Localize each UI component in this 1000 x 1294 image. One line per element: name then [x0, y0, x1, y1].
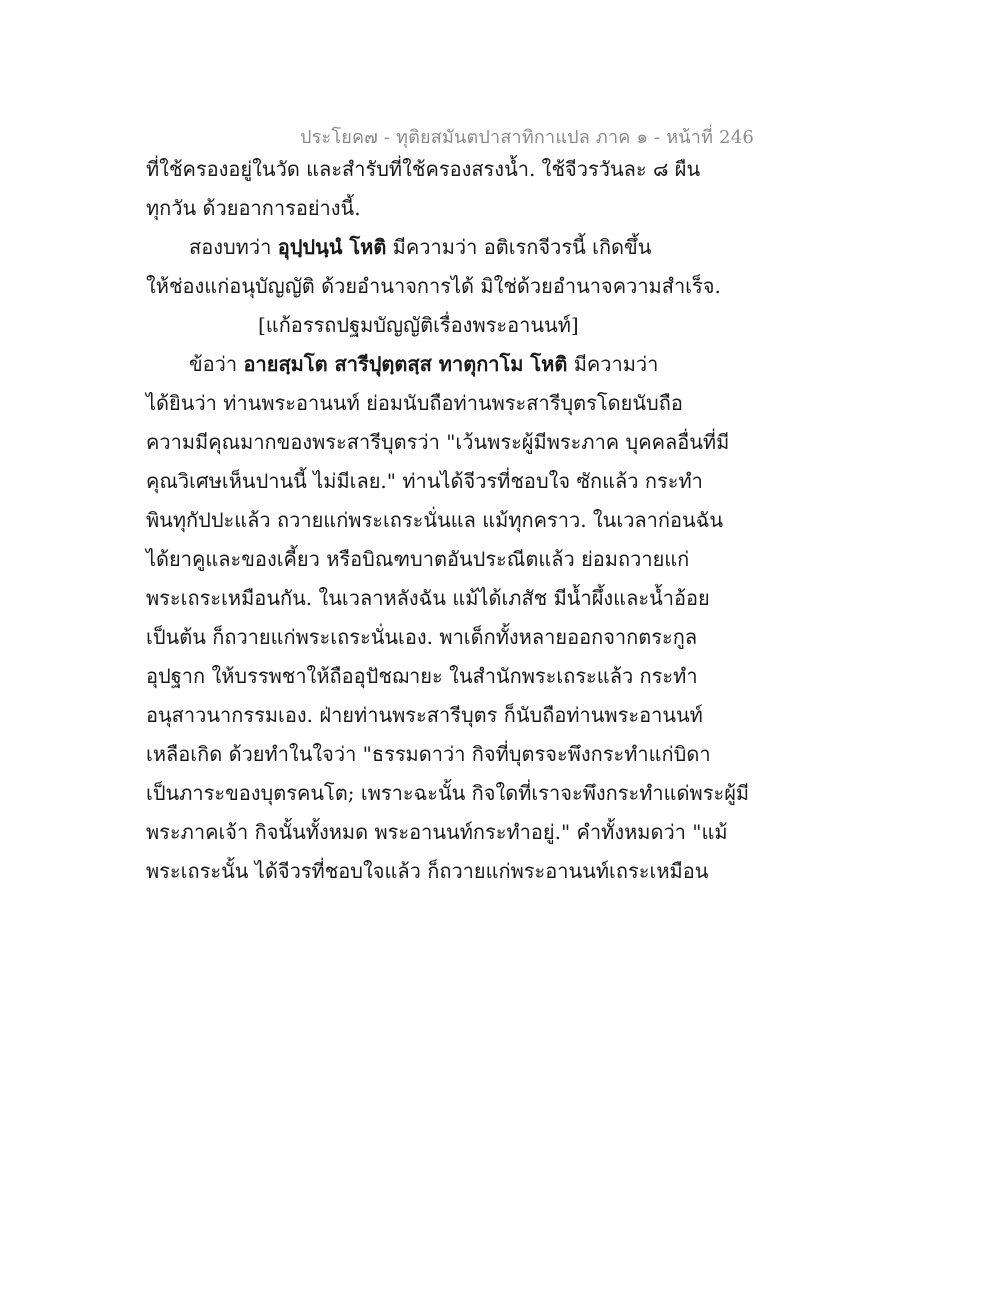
section-heading: [แก้อรรถปฐมบัญญัติเรื่องพระอานนท์] — [258, 313, 579, 337]
pali-term: อุปฺปนฺนํ โหติ — [277, 235, 387, 259]
text-line: เป็นต้น ก็ถวายแก่พระเถระนั่นเอง. พาเด็กทั้งหลายออกจากตระกูล — [146, 625, 698, 649]
text-line — [146, 345, 736, 384]
text-line: อุปฐาก ให้บรรพชาให้ถืออุปัชฌายะ ในสำนักพระเถระแล้ว กระทำ — [146, 664, 698, 688]
text-line: ได้ยาคูและของเคี้ยว หรือบิณฑบาตอันประณีตแล้ว ย่อมถวายแก่ — [146, 547, 690, 571]
text-line: พินทุกัปปะแล้ว ถวายแก่พระเถระนั่นแล แม้ทุกคราว. ในเวลาก่อนฉัน — [146, 508, 723, 532]
text-line: เหลือเกิด ด้วยทำในใจว่า "ธรรมดาว่า กิจที่บุตรจะพึงกระทำแก่บิดา — [146, 742, 711, 766]
text-line: พระภาคเจ้า กิจนั้นทั้งหมด พระอานนท์กระทำอยู่." คำทั้งหมดว่า "แม้ — [146, 820, 728, 844]
body-text — [146, 150, 750, 891]
text-line: พระเถระนั้น ได้จีวรที่ชอบใจแล้ว ก็ถวายแก่พระอานนท์เถระเหมือน — [146, 859, 709, 883]
text-line: ทุกวัน ด้วยอาการอย่างนี้. — [146, 196, 361, 220]
text-line: ให้ช่องแก่อนุบัญญัติ ด้วยอำนาจการได้ มิใช่ด้วยอำนาจความสำเร็จ. — [146, 274, 721, 298]
pali-term: อายสฺมโต สารีปุตฺตสฺส ทาตุกาโม โหติ — [243, 352, 568, 376]
text-line: เป็นภาระของบุตรคนโต; เพราะฉะนั้น กิจใดที่เราจะพึงกระทำแด่พระผู้มี — [146, 781, 750, 805]
text-span: สองบทว่า — [189, 235, 278, 259]
text-line: พระเถระเหมือนกัน. ในเวลาหลังฉัน แม้ได้เภสัช มีน้ำผึ้งและน้ำอ้อย — [146, 586, 710, 610]
text-span: มีความว่า — [567, 352, 659, 376]
running-header: ประโยค๗ - ทุติยสมันตปาสาทิกาแปล ภาค ๑ - หน้าที่ 246 — [300, 127, 755, 148]
text-line: ที่ใช้ครองอยู่ในวัด และสำรับที่ใช้ครองสรงน้ำ. ใช้จีวรวันละ ๘ ผืน — [146, 157, 701, 181]
text-line: อนุสาวนากรรมเอง. ฝ่ายท่านพระสารีบุตร ก็นับถือท่านพระอานนท์ — [146, 703, 703, 727]
text-span: มีความว่า อติเรกจีวรนี้ เกิดขึ้น — [386, 235, 652, 259]
text-line: ความมีคุณมากของพระสารีบุตรว่า "เว้นพระผู้มีพระภาค บุคคลอื่นที่มี — [146, 430, 730, 454]
text-span: ข้อว่า — [189, 352, 244, 376]
text-line: คุณวิเศษเห็นปานนี้ ไม่มีเลย." ท่านได้จีวรที่ชอบใจ ซักแล้ว กระทำ — [146, 469, 703, 493]
text-line — [146, 228, 736, 267]
text-line: ได้ยินว่า ท่านพระอานนท์ ย่อมนับถือท่านพระสารีบุตรโดยนับถือ — [146, 391, 683, 415]
